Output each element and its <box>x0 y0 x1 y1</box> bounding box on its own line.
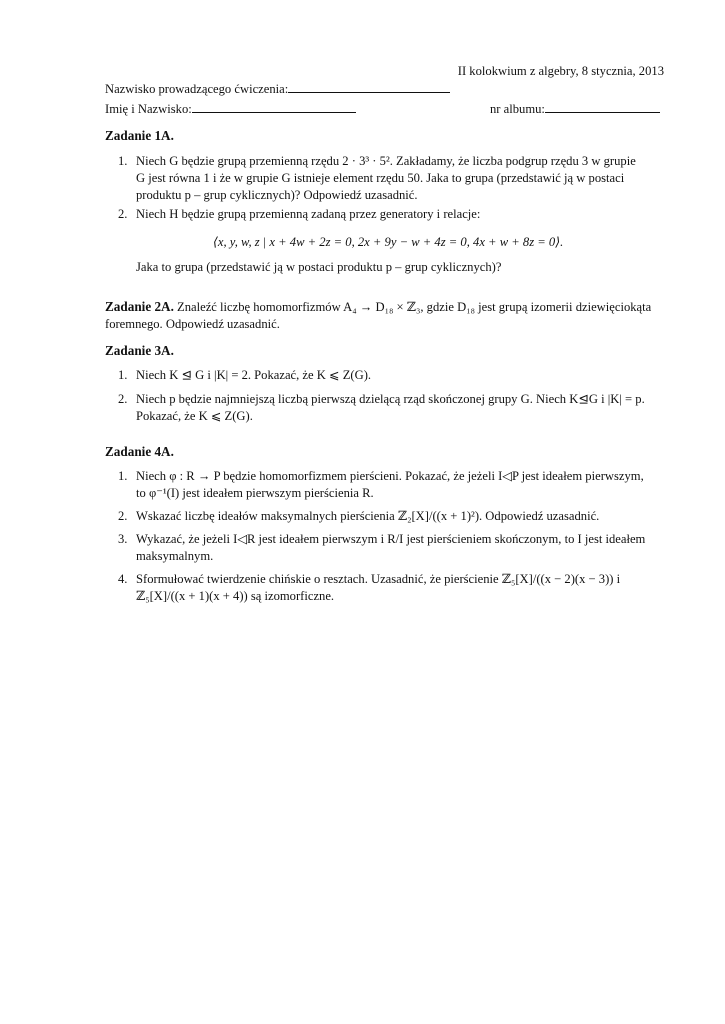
task2-line2: foremnego. Odpowiedź uzasadnić. <box>105 317 280 331</box>
task4-heading: Zadanie 4A. <box>105 444 174 459</box>
task3-heading: Zadanie 3A. <box>105 343 174 358</box>
task3-item2-line1: Niech p będzie najmniejszą liczbą pierwszą dzielącą rząd skończonej grupy G. Niech K⊴G i |K| = p. <box>136 392 645 406</box>
name-label: Imię i Nazwisko: <box>105 102 192 116</box>
task1-item1-line3: produktu p – grup cyklicznych)? Odpowiedź uzasadnić. <box>136 188 418 202</box>
task4-item4 <box>118 571 664 607</box>
name-blank[interactable] <box>192 101 356 113</box>
task4-item1 <box>118 468 664 504</box>
album-blank[interactable] <box>545 101 660 113</box>
item-number: 2. <box>118 392 128 406</box>
task4-item4-line2: ℤ₅[X]/((x + 1)(x + 4)) są izomorficzne. <box>136 589 335 603</box>
task4-item3 <box>118 531 664 567</box>
item-number: 1. <box>118 368 128 382</box>
task1-item2-line1: Niech H będzie grupą przemienną zadaną przez generatory i relacje: <box>136 207 481 221</box>
relations-formula: ⟨x, y, w, z | x + 4w + 2z = 0, 2x + 9y − w + 4z = 0, 4x + w + 8z = 0⟩. <box>213 235 564 249</box>
task1-item1 <box>118 153 664 205</box>
task2-heading: Zadanie 2A. <box>105 299 174 314</box>
item-number: 1. <box>118 469 128 483</box>
task4-item4-line1: Sformułować twierdzenie chińskie o resztach. Uzasadnić, że pierścienie ℤ₅[X]/((x − 2)(x − 3)) i <box>136 572 621 586</box>
task4-item3-line2: maksymalnym. <box>136 549 214 563</box>
task2-paragraph <box>105 298 665 333</box>
instructor-blank[interactable] <box>288 81 450 93</box>
exam-title: II kolokwium z algebry, 8 stycznia, 2013 <box>457 64 664 78</box>
task2-line1: Znaleźć liczbę homomorfizmów A₄ → D₁₈ × ℤ₃, gdzie D₁₈ jest grupą izomerii dziewięciokąta <box>177 300 652 314</box>
task1-item2 <box>118 206 664 226</box>
task3-item1-line1: Niech K ⊴ G i |K| = 2. Pokazać, że K ⩽ Z(G). <box>136 368 372 382</box>
task4-item1-line2: to φ⁻¹(I) jest ideałem pierwszym pierścienia R. <box>136 486 374 500</box>
task1-item1-line2: G jest równa 1 i że w grupie G istnieje element rzędu 50. Jaka to grupa (przedstawić ją w postaci <box>136 171 625 185</box>
task1-item2-question: Jaka to grupa (przedstawić ją w postaci produktu p – grup cyklicznych)? <box>136 260 502 274</box>
instructor-field <box>105 81 450 97</box>
task1-heading: Zadanie 1A. <box>105 128 174 143</box>
album-label: nr albumu: <box>490 102 545 116</box>
name-field <box>105 101 356 117</box>
item-number: 4. <box>118 572 128 586</box>
item-number: 3. <box>118 532 128 546</box>
task4-item3-line1: Wykazać, że jeżeli I◁R jest ideałem pierwszym i R/I jest pierścieniem skończonym, to I jest ideałem <box>136 532 646 546</box>
task1-item1-line1: Niech G będzie grupą przemienną rzędu 2 · 3³ · 5². Zakładamy, że liczba podgrup rzędu 3 w grupie <box>136 154 636 168</box>
task4-item1-line1: Niech φ : R → P będzie homomorfizmem pierścieni. Pokazać, że jeżeli I◁P jest ideałem pierwszym, <box>136 469 644 483</box>
task3-item1 <box>118 367 664 385</box>
item-number: 2. <box>118 207 128 221</box>
task4-item2 <box>118 508 664 526</box>
album-field <box>490 101 660 117</box>
task4-item2-line1: Wskazać liczbę ideałów maksymalnych pierścienia ℤ₂[X]/((x + 1)²). Odpowiedź uzasadnić. <box>136 509 600 523</box>
instructor-label: Nazwisko prowadzącego ćwiczenia: <box>105 82 289 96</box>
task3-item2-line2: Pokazać, że K ⩽ Z(G). <box>136 409 253 423</box>
item-number: 1. <box>118 154 128 168</box>
task3-item2 <box>118 391 664 427</box>
item-number: 2. <box>118 509 128 523</box>
